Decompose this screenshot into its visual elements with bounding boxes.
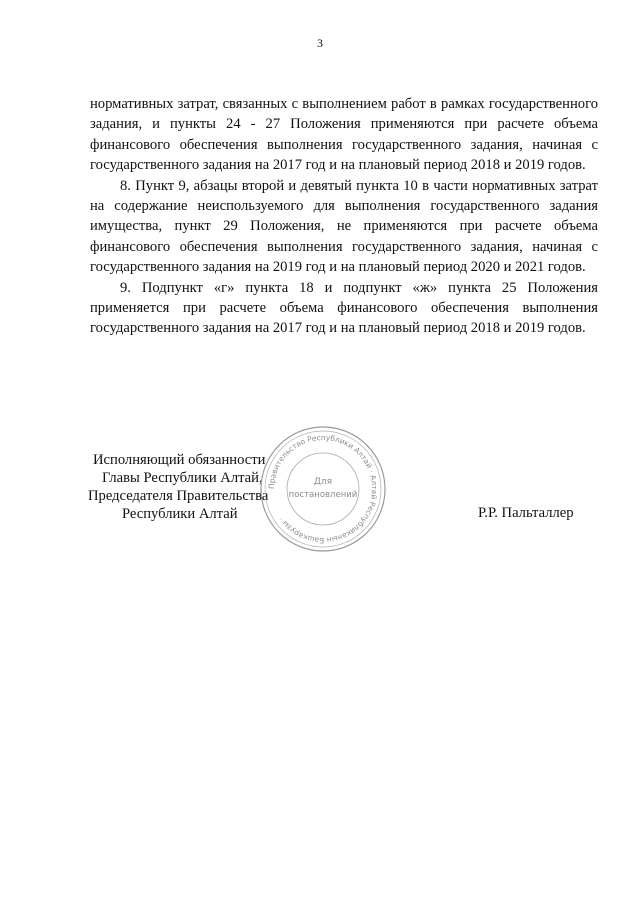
paragraph-item-8: 8. Пункт 9, абзацы второй и девятый пункта 10 в части нормативных затрат на содержание неиспользуемого для выполнения государственного задания имущества, пункт 29 Положения, не применяются при расчете объема финансового обеспечения выполнения государственного задания, начиная с государственного задания на 2019 год и на плановый период 2020 и 2021 годов. <box>90 177 598 276</box>
signer-title-line-1: Исполняющий обязанности <box>93 452 266 468</box>
stamp-center-ring <box>287 453 359 525</box>
paragraph-item-9: 9. Подпункт «г» пункта 18 и подпункт «ж» пункта 25 Положения применяется при расчете объема финансового обеспечения выполнения государственного задания на 2017 год и на плановый период 2018 и 2019 годов. <box>90 279 598 337</box>
signer-title-line-4: Республики Алтай <box>122 506 238 522</box>
stamp-center-text-1: Для <box>313 477 333 487</box>
signer-title-line-3: Председателя Правительства <box>88 488 269 504</box>
official-stamp <box>258 424 388 554</box>
stamp-outer-ring <box>261 427 385 551</box>
signer-title-line-2: Главы Республики Алтай, <box>102 470 263 486</box>
stamp-inner-ring <box>265 431 381 547</box>
paragraph-continuation: нормативных затрат, связанных с выполнением работ в рамках государственного задания, и пункты 24 - 27 Положения применяются при расчете объема финансового обеспечения выполнения государственного задания, начиная с государственного задания на 2017 год и на плановый период 2018 и 2019 годов. <box>90 96 598 174</box>
signer-name: Р.Р. Пальталлер <box>478 505 574 521</box>
stamp-ring-text: Правительство Республики Алтай · Алтай Республиканын Башкарузы · <box>266 432 380 546</box>
page-number: 3 <box>317 36 323 50</box>
document-body <box>90 94 598 339</box>
stamp-center-text-2: постановлений <box>288 490 358 500</box>
